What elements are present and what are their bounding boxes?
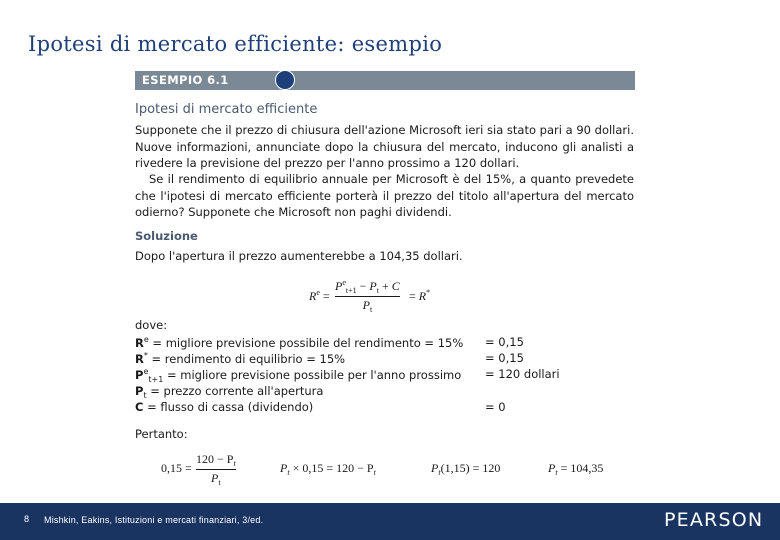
definition-value: = 0,15 [485,335,524,349]
where-label: dove: [135,318,168,332]
example-banner [135,71,635,90]
formula-fraction: $P^e_{t+1} - P_t + C$ $P_t$ [335,278,400,314]
definition-item: $P_t$ = prezzo corrente all'apertura [135,383,324,400]
definition-value: = 0 [485,399,506,414]
definition-item: C = flusso di cassa (dividendo) [135,399,314,414]
slide-title: Ipotesi di mercato efficiente: esempio [28,32,443,56]
example-heading: Ipotesi di mercato efficiente [135,102,318,117]
solution-text: Dopo l'apertura il prezzo aumenterebbe a 104,35 dollari. [135,249,463,263]
example-label: ESEMPIO 6.1 [142,73,229,87]
problem-paragraph-2: Se il rendimento di equilibrio annuale per Microsoft è del 15%, a quanto prevedete che l'ipotesi di mercato efficiente porterà il prezzo del titolo all'apertura del mercato odierno? Supponete che Microsoft non paghi dividendi. [135,172,634,219]
calc-step-3: $P_t(1,15) = 120$ [431,461,501,477]
problem-paragraph-1: Supponete che il prezzo di chiusura dell'azione Microsoft ieri sia stato pari a 90 dollari. Nuove informazioni, annunciate dopo la chiusura del mercato, inducono gli analisti a rivedere la previsione del prezzo per l'anno prossimo a 120 dollari. [135,123,634,170]
definition-value: = 0,15 [485,351,524,366]
definition-item: R* = rendimento di equilibrio = 15% [135,351,346,367]
definition-value: = 120 dollari [485,367,560,382]
calc-step-2: $P_t \times 0,15 = 120 - P_t$ [280,461,376,477]
formula-lhs: $R^e$ = [309,288,330,303]
banner-dot-icon [275,70,295,90]
definition-item: $P^e_{t+1}$ = migliore previsione possibile per l'anno prossimo [135,367,462,385]
page-number: 8 [24,514,30,524]
pearson-logo: PEARSON [664,509,764,531]
formula-rhs: = R* [409,288,431,303]
solution-label: Soluzione [135,229,198,243]
definition-item: $R^e$ = migliore previsione possibile del rendimento = 15% [135,335,464,350]
footer-citation: Mishkin, Eakins, Istituzioni e mercati finanziari, 3/ed. [44,515,264,525]
footer-bar [0,503,780,540]
therefore-label: Pertanto: [135,427,188,441]
calc-step-4: $P_t = 104,35$ [548,461,604,477]
example-panel: ESEMPIO 6.1 Ipotesi di mercato efficiente Supponete che il prezzo di chiusura dell'azione Microsoft ieri sia stato pari a 90 dollari. Nuove informazioni, annunciate dopo la chiusura del mercato, inducono gli analisti a rivedere la previsione del prezzo per l'anno prossimo a 120 dollari. Se il rendimento di equilibrio annuale per Microsoft è del 15%, a quanto prevedete che l'ipotesi di mercato efficiente porterà il prezzo del titolo all'apertura del mercato odierno? Supponete che Microsoft non paghi dividendi. Soluzione Dopo l'apertura il prezzo aumenterebbe a 104,35 dollari. $R^e$ = $P^e_{t+1} - P_t + C$ $P_t$ = R* dove: $R^e$ = migliore previsione possibile del rendimento = 15% = 0,15 R* = rendimento di equilibrio = 15% = 0,15 $P^e_{t+1}$ = migliore previsione possibile per l'anno prossimo = 120 dollari $P_t$ = prezzo corrente all'apertura C = flusso di cassa (dividendo) = 0 Pertanto: 0,15 = $120 - P_t$ $P_t$ $P_t \times 0,15 = 120 - P_t$ $P_t(1,15) = 120$ $P_t = 104,35$ [135,71,635,90]
